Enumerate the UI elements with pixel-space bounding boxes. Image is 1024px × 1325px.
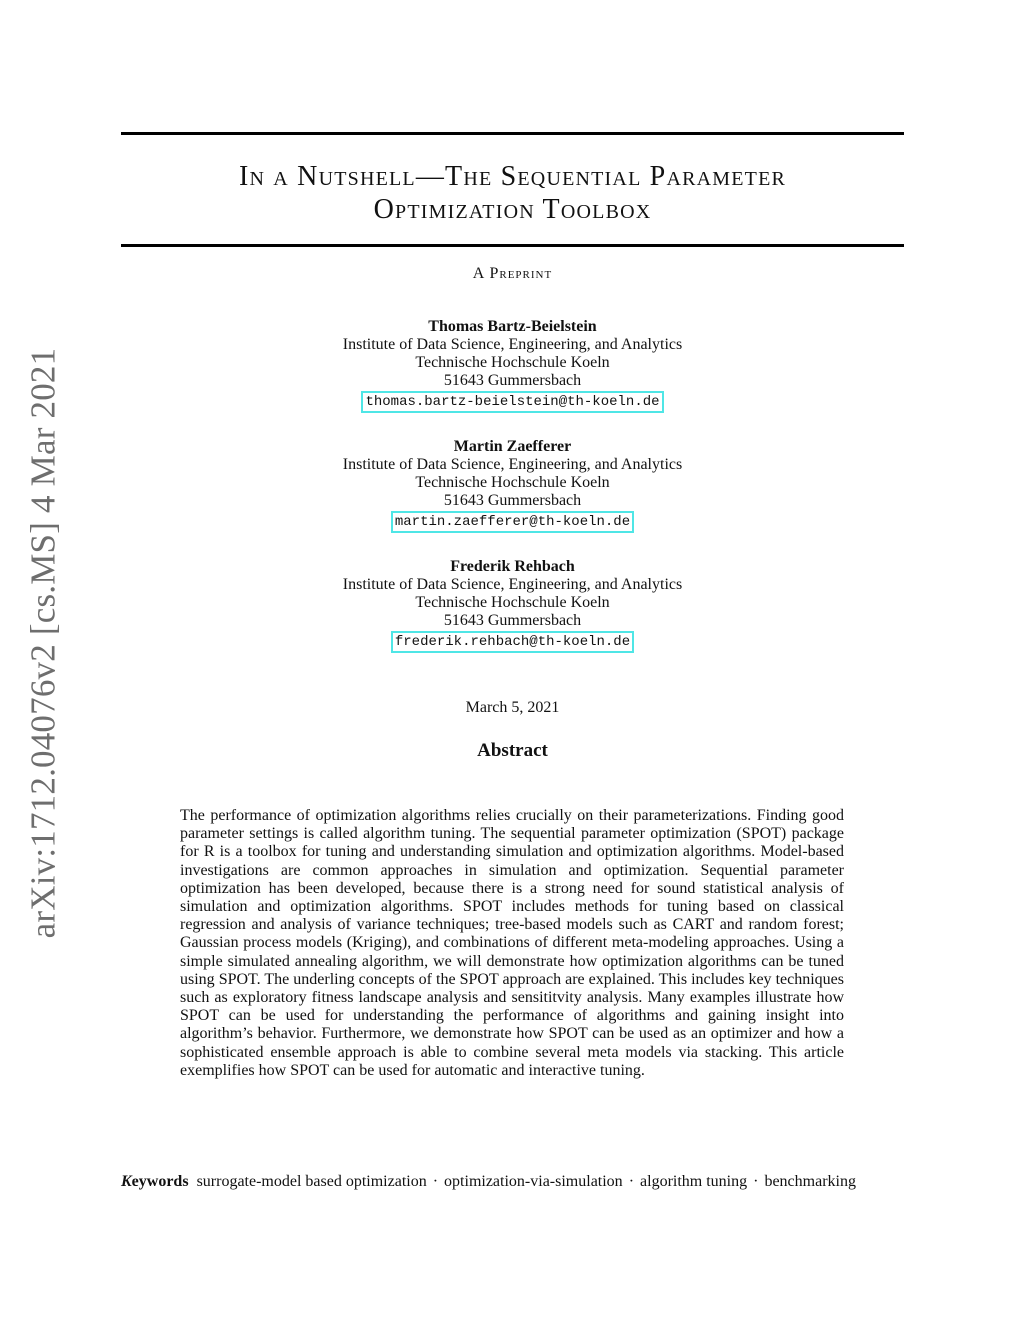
author-email-link[interactable]: martin.zaefferer@th-koeln.de: [391, 511, 634, 533]
arxiv-identifier: [20, 347, 66, 938]
author-address: 51643 Gummersbach: [443, 372, 582, 389]
title-top-rule: [121, 132, 904, 135]
keyword-separator: ·: [628, 1173, 635, 1190]
author-address: 51643 Gummersbach: [443, 492, 582, 509]
keywords-label-initial: K: [121, 1173, 132, 1190]
author-block: [121, 318, 904, 413]
paper-title-line-1: In a Nutshell—The Sequential Parameter: [238, 161, 787, 192]
keyword-item: optimization-via-simulation: [444, 1173, 623, 1190]
paper-title: [121, 160, 904, 226]
keyword-separator: ·: [432, 1173, 439, 1190]
author-institution: Technische Hochschule Koeln: [415, 474, 610, 491]
keyword-item: surrogate-model based optimization: [196, 1173, 427, 1190]
author-institution: Technische Hochschule Koeln: [415, 594, 610, 611]
author-name: Thomas Bartz-Beielstein: [428, 318, 597, 335]
keyword-item: algorithm tuning: [640, 1173, 748, 1190]
author-email-link[interactable]: frederik.rehbach@th-koeln.de: [391, 631, 634, 653]
arxiv-identifier-text: arXiv:1712.04076v2 [cs.MS] 4 Mar 2021: [23, 347, 62, 938]
author-block: [121, 438, 904, 533]
abstract-heading: Abstract: [477, 740, 548, 761]
author-affiliation: Institute of Data Science, Engineering, and Analytics: [342, 456, 683, 473]
author-address: 51643 Gummersbach: [443, 612, 582, 629]
author-email-link[interactable]: thomas.bartz-beielstein@th-koeln.de: [361, 391, 663, 413]
publication-date: March 5, 2021: [465, 699, 560, 716]
author-affiliation: Institute of Data Science, Engineering, and Analytics: [342, 576, 683, 593]
keywords-label: [121, 1173, 189, 1190]
author-name: Martin Zaefferer: [453, 438, 572, 455]
author-block: [121, 558, 904, 653]
author-name: Frederik Rehbach: [450, 558, 575, 575]
keyword-separator: ·: [753, 1173, 759, 1190]
keywords-label-rest: eywords: [131, 1173, 189, 1190]
title-bottom-rule: [121, 244, 904, 247]
keywords-section: [121, 1172, 866, 1191]
abstract-text: The performance of optimization algorithms relies crucially on their parameterizations. Finding good parameter settings is called algorithm tuning. The sequential parameter optimization (SPOT) package for R is a toolbox for tuning and understanding simulation and optimization algorithms. Model-based investigations are common approaches in simulation and optimization. Sequential parameter optimization has been developed, because there is a strong need for sound statistical analysis of simulation and optimization algorithms. SPOT includes methods for tuning based on classical regression and analysis of variance techniques; tree-based models such as CART and random forest; Gaussian process models (Kriging), and combinations of different meta-modeling approaches. Using a simple simulated annealing algorithm, we will demonstrate how optimization algorithms can be tuned using SPOT. The underling concepts of the SPOT approach are explained. This includes key techniques such as exploratory fitness landscape analysis and sensititvity analysis. Many examples illustrate how SPOT can be used for understanding the performance of algorithms and gaining insight into algorithm’s behavior. Furthermore, we demonstrate how SPOT can be used as an optimizer and how a sophisticated ensemble approach is able to combine several meta models via stacking. This article exemplifies how SPOT can be used for automatic and interactive tuning.: [180, 807, 844, 1079]
keyword-item: benchmarking: [764, 1173, 856, 1190]
author-affiliation: Institute of Data Science, Engineering, and Analytics: [342, 336, 683, 353]
author-institution: Technische Hochschule Koeln: [415, 354, 610, 371]
preprint-label: A Preprint: [472, 265, 553, 282]
paper-title-line-2: Optimization Toolbox: [373, 194, 652, 225]
